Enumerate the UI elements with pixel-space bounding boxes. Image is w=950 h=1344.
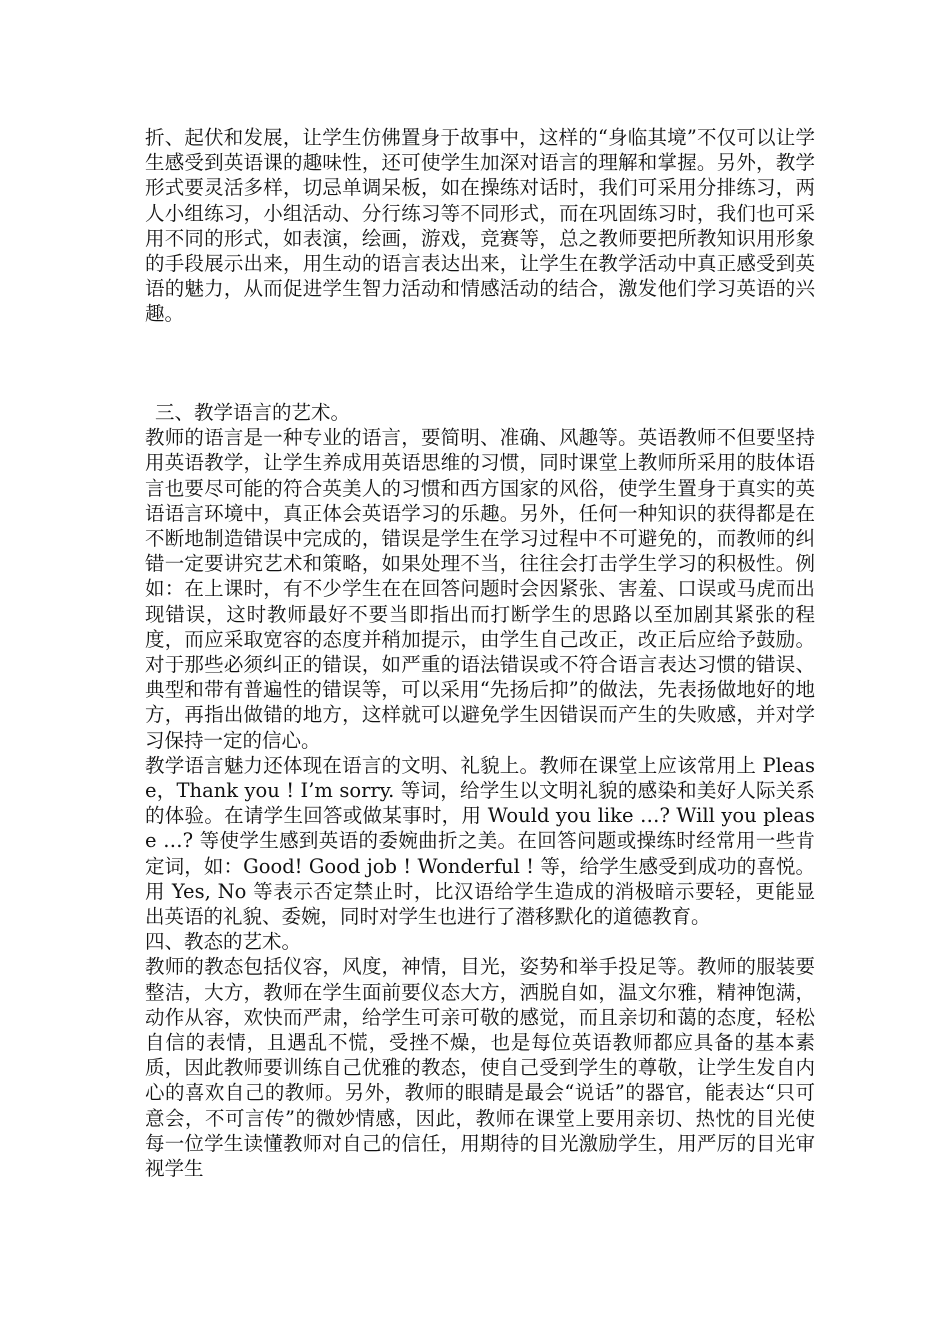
section-4-paragraph-1: 教师的教态包括仪容，风度，神情，目光，姿势和举手投足等。教师的服装要整洁，大方，教师在学生面前要仪态大方，洒脱自如，温文尔雅，精神饱满，动作从容，欢快而严肃，给学生可亲可敬的感觉，而且亲切和蔼的态度，轻松自信的表情，且遇乱不慌，受挫不燥，也是每位英语教师都应具备的基本素质，因此教师要训练自己优雅的教态，使自己受到学生的尊敬，让学生发自内心的喜欢自己的教师。另外，教师的眼睛是最会“说话”的器官，能表达“只可意会，不可言传”的微妙情感，因此，教师在课堂上要用亲切、热忱的目光使每一位学生读懂教师对自己的信任，用期待的目光激励学生，用严厉的目光审视学生	[145, 955, 815, 1181]
intro-text-block	[145, 125, 815, 327]
section-3-heading: 三、教学语言的艺术。	[155, 401, 351, 424]
section-3-paragraph-1: 教师的语言是一种专业的语言，要简明、准确、风趣等。英语教师不但要坚持用英语教学，让学生养成用英语思维的习惯，同时课堂上教师所采用的肢体语言也要尽可能的符合英美人的习惯和西方国家的风俗，使学生置身于真实的英语语言环境中，真正体会英语学习的乐趣。另外，任何一种知识的获得都是在不断地制造错误中完成的，错误是学生在学习过程中不可避免的，而教师的纠错一定要讲究艺术和策略，如果处理不当，往往会打击学生学习的积极性。例如：在上课时，有不少学生在在回答问题时会因紧张、害羞、口误或马虎而出现错误，这时教师最好不要当即指出而打断学生的思路以至加剧其紧张的程度，而应采取宽容的态度并稍加提示，由学生自己改正，改正后应给予鼓励。对于那些必须纠正的错误，如严重的语法错误或不符合语言表达习惯的错误、典型和带有普遍性的错误等，可以采用“先扬后抑”的做法，先表扬做地好的地方，再指出做错的地方，这样就可以避免学生因错误而产生的失败感，并对学习保持一定的信心。	[145, 426, 815, 752]
intro-paragraph: 折、起伏和发展，让学生仿佛置身于故事中，这样的“身临其境”不仅可以让学生感受到英语课的趣味性，还可使学生加深对语言的理解和掌握。另外，教学形式要灵活多样，切忌单调呆板，如在操练对话时，我们可采用分排练习，两人小组练习，小组活动、分行练习等不同形式，而在巩固练习时，我们也可采用不同的形式，如表演，绘画，游戏，竞赛等，总之教师要把所教知识用形象的手段展示出来，用生动的语言表达出来，让学生在教学活动中真正感受到英语的魅力，从而促进学生智力活动和情感活动的结合，激发他们学习英语的兴趣。	[145, 126, 815, 326]
section-4-heading: 四、教态的艺术。	[145, 930, 302, 954]
section-3-paragraph-2: 教学语言魅力还体现在语言的文明、礼貌上。教师在课堂上应该常用上 Please，Thank you ! I’m sorry. 等词，给学生以文明礼貌的感染和美好人际关系的体验。在请学生回答或做某事时，用 Would you like …? Will you please …? 等使学生感到英语的委婉曲折之美。在回答问题或操练时经常用一些肯定词，如：Good! Good job ! Wonderful ! 等，给学生感受到成功的喜悦。用 Yes, No 等表示否定禁止时，比汉语给学生造成的消极暗示要轻，更能显出英语的礼貌、委婉，同时对学生也进行了潜移默化的道德教育。	[145, 753, 815, 929]
main-text-block	[145, 400, 815, 1181]
